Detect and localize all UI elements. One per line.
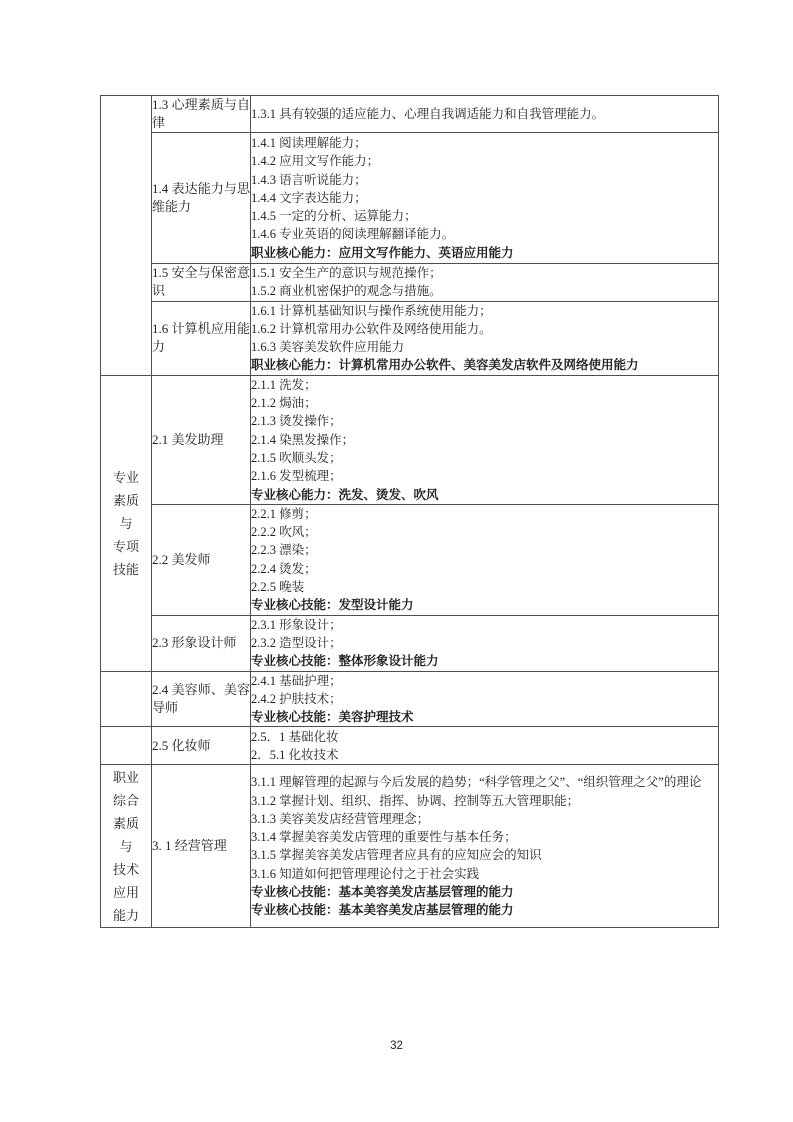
subcategory-label: 2.4 美容师、美容导师: [152, 671, 251, 727]
competency-item: 2.1.1 洗发；: [251, 377, 317, 392]
core-competency-line: 职业核心能力：计算机常用办公软件、美容美发店软件及网络使用能力: [251, 358, 639, 373]
category-cell-blank: [101, 727, 152, 765]
competency-item: 2.1.2 焗油；: [251, 396, 317, 411]
competency-item: 1.4.1 阅读理解能力；: [251, 135, 367, 150]
competency-item: 2.2.3 漂染；: [251, 543, 317, 558]
table-row: [101, 133, 719, 264]
subcategory-label: 2.3 形象设计师: [152, 615, 251, 671]
competency-item: 2.3.1 形象设计；: [251, 617, 342, 632]
category-cell-professional: [101, 375, 152, 671]
table-row: [101, 301, 719, 375]
table-row: [101, 504, 719, 615]
core-competency-line: 专业核心技能：发型设计能力: [251, 598, 414, 613]
competency-item: 1.3.1 具有较强的适应能力、心理自我调适能力和自我管理能力。: [251, 106, 605, 121]
table-row: [101, 615, 719, 671]
table-row: [101, 375, 719, 504]
core-competency-line: 专业核心技能：整体形象设计能力: [251, 654, 439, 669]
subcategory-label: 1.4 表达能力与思维能力: [152, 133, 251, 264]
category-line: 技能: [112, 561, 139, 577]
competency-item: 1.4.2 应用文写作能力；: [251, 154, 380, 169]
competency-item: 3.1.6 知道如何把管理理论付之于社会实践: [251, 866, 480, 881]
competency-item: 2.2.4 烫发；: [251, 561, 317, 576]
subcategory-label: 2.2 美发师: [152, 504, 251, 615]
competency-item: 2.2.5 晚装: [251, 580, 305, 595]
category-line: 职业: [112, 769, 139, 785]
competency-item: 2.3.2 造型设计；: [251, 635, 342, 650]
competency-list-cell: [251, 133, 719, 264]
competency-list-cell: [251, 96, 719, 133]
competency-item: 1.6.2 计算机常用办公软件及网络使用能力。: [251, 321, 492, 336]
competency-item: 1.4.6 专业英语的阅读理解翻译能力。: [251, 227, 455, 242]
category-line: 应用: [112, 884, 139, 900]
competency-item: 1.4.4 文字表达能力；: [251, 190, 367, 205]
subcategory-label: 3. 1 经营管理: [152, 765, 251, 928]
competency-item: 2.4.2 护肤技术；: [251, 691, 342, 706]
category-cell-vocational: [101, 765, 152, 928]
category-line: 综合: [112, 792, 139, 808]
table-row: [101, 671, 719, 727]
competency-item: 3.1.2 掌握计划、组织、指挥、协调、控制等五大管理职能；: [251, 793, 580, 808]
subcategory-label: 1.3 心理素质与自律: [152, 96, 251, 133]
competency-list-cell: [251, 671, 719, 727]
competency-item: 2.1.5 吹顺头发；: [251, 450, 342, 465]
subcategory-label: 2.5 化妆师: [152, 727, 251, 765]
subcategory-label: 1.5 安全与保密意识: [152, 264, 251, 302]
table-row: [101, 727, 719, 765]
competency-item: 3.1.1 理解管理的起源与今后发展的趋势；“科学管理之父”、“组织管理之父”的理论: [251, 775, 702, 790]
competency-item: 3.1.5 掌握美容美发店管理者应具有的应知应会的知识: [251, 848, 542, 863]
competency-item: 2．5.1 化妆技术: [251, 747, 339, 762]
category-line: 与: [119, 515, 133, 531]
category-line: 素质: [112, 815, 139, 831]
table-row: [101, 264, 719, 302]
core-competency-line: 专业核心技能：基本美容美发店基层管理的能力: [251, 903, 514, 918]
competency-item: 2.1.3 烫发操作；: [251, 414, 342, 429]
core-competency-line: 专业核心技能：基本美容美发店基层管理的能力: [251, 885, 514, 900]
competency-list-cell: [251, 504, 719, 615]
category-cell-blank: [101, 671, 152, 727]
category-cell-blank: [101, 96, 152, 376]
competency-item: 2.1.6 发型梳理；: [251, 469, 342, 484]
competency-list-cell: [251, 765, 719, 928]
category-line: 能力: [112, 907, 139, 923]
competency-item: 2.1.4 染黑发操作；: [251, 432, 355, 447]
competency-item: 2.5．1 基础化妆: [251, 729, 339, 744]
competency-item: 1.6.1 计算机基础知识与操作系统使用能力；: [251, 303, 492, 318]
table-row: [101, 765, 719, 928]
subcategory-label: 1.6 计算机应用能力: [152, 301, 251, 375]
category-line: 与: [119, 838, 133, 854]
core-competency-line: 专业核心能力：洗发、烫发、吹风: [251, 487, 439, 502]
competency-table: [100, 95, 719, 928]
competency-list-cell: [251, 727, 719, 765]
competency-item: 2.2.1 修剪；: [251, 506, 317, 521]
category-line: 技术: [112, 861, 139, 877]
competency-list-cell: [251, 301, 719, 375]
competency-item: 3.1.3 美容美发店经营管理理念；: [251, 811, 430, 826]
core-competency-line: 专业核心技能：美容护理技术: [251, 710, 414, 725]
competency-item: 1.6.3 美容美发软件应用能力: [251, 340, 405, 355]
competency-item: 1.5.2 商业机密保护的观念与措施。: [251, 284, 442, 299]
competency-list-cell: [251, 615, 719, 671]
category-line: 专项: [112, 538, 139, 554]
competency-item: 1.5.1 安全生产的意识与规范操作；: [251, 266, 442, 280]
competency-item: 2.4.1 基础护理；: [251, 673, 342, 688]
competency-item: 2.2.2 吹风；: [251, 525, 317, 540]
page-number: 32: [390, 1040, 403, 1052]
competency-list-cell: [251, 375, 719, 504]
competency-item: 1.4.5 一定的分析、运算能力；: [251, 209, 417, 224]
competency-item: 3.1.4 掌握美容美发店管理的重要性与基本任务；: [251, 830, 517, 845]
core-competency-line: 职业核心能力：应用文写作能力、英语应用能力: [251, 245, 514, 260]
category-line: 素质: [112, 492, 139, 508]
table-row: [101, 96, 719, 133]
subcategory-label: 2.1 美发助理: [152, 375, 251, 504]
category-line: 专业: [112, 469, 139, 485]
competency-item: 1.4.3 语言听说能力；: [251, 172, 367, 187]
competency-list-cell: [251, 264, 719, 302]
